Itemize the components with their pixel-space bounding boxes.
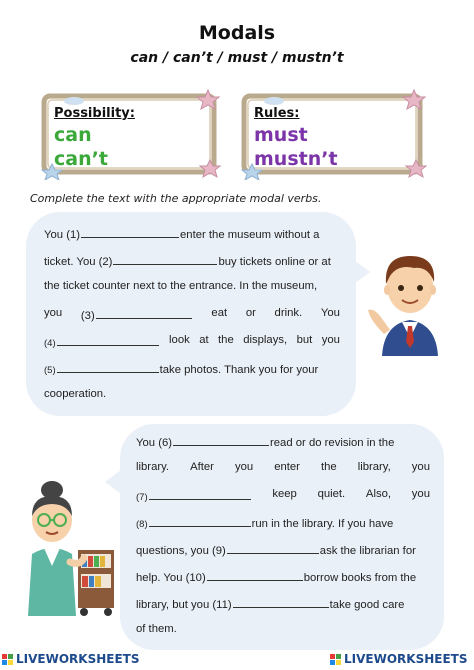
word-cant: can’t [54,148,108,170]
library-line-5: questions, you (9) ask the librarian for [136,542,430,557]
man-in-suit-illustration [362,246,458,356]
footer-brand-right: LIVEWORKSHEETS [344,652,468,666]
worksheet-subtitle: can / can’t / must / mustn’t [130,50,344,66]
liveworksheets-logo-icon [330,654,341,665]
library-line-3: (7) keep quiet. Also, you [136,488,430,503]
librarian-illustration [14,470,118,618]
library-line-1: You (6) read or do revision in the [136,434,430,449]
blank-2[interactable] [113,253,217,265]
museum-line-6: (5) take photos. Thank you for your [44,361,340,376]
liveworksheets-logo-icon [2,654,13,665]
museum-line-4: you (3) eat or drink. You [44,307,340,322]
blank-4[interactable] [57,334,159,346]
museum-text-bubble [26,212,356,416]
blank-10[interactable] [207,569,303,581]
museum-line-1: You (1) enter the museum without a [44,226,340,241]
blank-9[interactable] [227,542,319,554]
footer-logo-right [330,652,467,666]
worksheet-title: Modals [198,22,276,44]
blank-3[interactable] [96,307,192,319]
blank-6[interactable] [173,434,269,446]
word-mustnt: mustn’t [254,148,338,170]
possibility-board [38,88,222,180]
museum-line-2: ticket. You (2) buy tickets online or at [44,253,340,268]
rules-heading: Rules: [254,106,300,121]
museum-line-5: (4) look at the displays, but you [44,334,340,349]
blank-5[interactable] [57,361,159,373]
library-line-4: (8) run in the library. If you have [136,515,430,530]
library-line-8: of them. [136,623,177,635]
library-line-2: library. After you enter the library, you [136,461,430,473]
footer-logo-left [2,652,139,666]
possibility-heading: Possibility: [54,106,135,121]
library-line-7: library, but you (11) take good care [136,596,430,611]
word-can: can [54,124,92,146]
library-text-bubble [120,424,444,650]
rules-board [238,88,422,180]
museum-line-3: the ticket counter next to the entrance. In the museum, [44,280,318,292]
blank-11[interactable] [233,596,329,608]
word-must: must [254,124,308,146]
blank-8[interactable] [149,515,251,527]
museum-line-7: cooperation. [44,388,107,400]
instruction-text: Complete the text with the appropriate modal verbs. [30,192,322,205]
library-line-6: help. You (10) borrow books from the [136,569,430,584]
footer-brand-left: LIVEWORKSHEETS [16,652,140,666]
blank-7[interactable] [149,488,251,500]
blank-1[interactable] [81,226,179,238]
